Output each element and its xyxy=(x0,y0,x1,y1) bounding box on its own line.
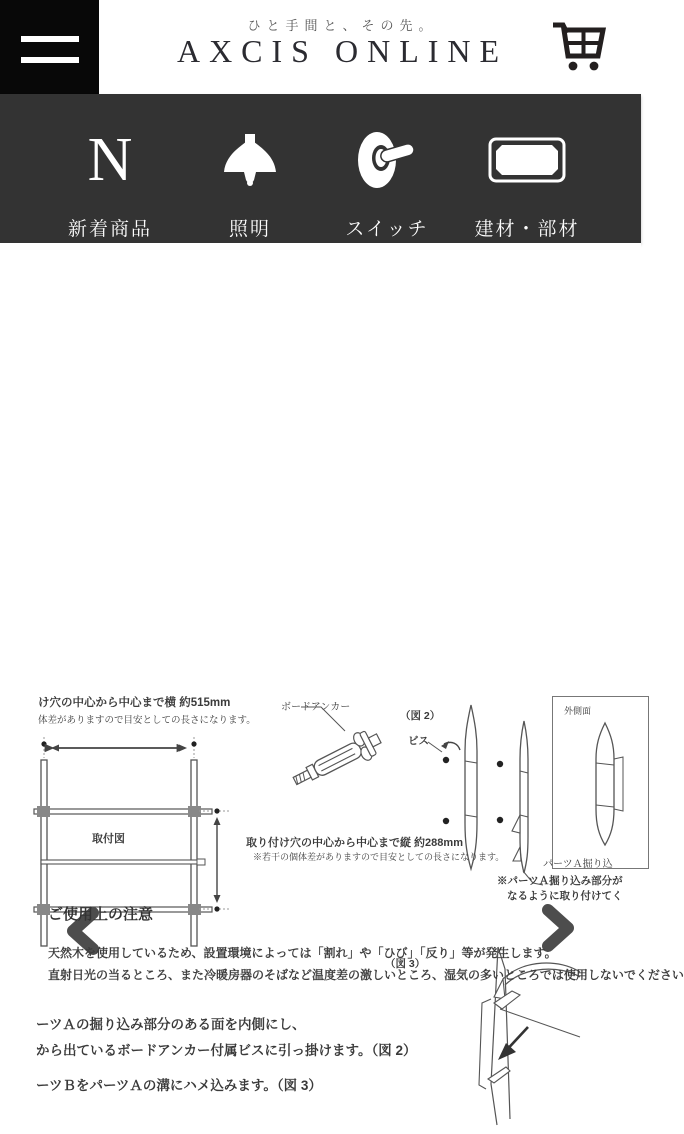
outer-face-part-drawing xyxy=(553,697,646,866)
new-arrivals-icon: N xyxy=(87,126,133,194)
nav-item-switch[interactable] xyxy=(327,112,447,242)
horizontal-dimension-note: 体差がありますので目安としての長さになります。 xyxy=(38,715,256,726)
switch-plate-icon xyxy=(467,120,587,200)
outer-face-box xyxy=(552,696,649,869)
nav-item-label: 照明 xyxy=(228,219,271,240)
usage-notice-heading: ご使用上の注意 xyxy=(48,906,154,923)
nav-item-label: 建材・部材 xyxy=(474,219,580,240)
switch-icon xyxy=(327,120,447,200)
category-nav xyxy=(0,94,641,243)
nav-item-label: スイッチ xyxy=(345,219,429,240)
screw-dots-right xyxy=(492,757,508,833)
instruction-line-2: から出ているボードアンカー付属ビスに引っ掛けます。（図 2） xyxy=(36,1043,417,1058)
outer-face-label: 外側面 xyxy=(564,706,592,716)
vertical-dimension-text: 取り付け穴の中心から中心まで縦 約288mm xyxy=(246,837,463,849)
instruction-line-1: ーツＡの掘り込み部分のある面を内側にし、 xyxy=(36,1017,306,1032)
usage-notice-line-2: 直射日光の当るところ、また冷暖房器のそばなど温度差の激しいところ、湿気の多いところでは使用しないでください xyxy=(48,968,684,982)
board-anchor-label: ボードアンカー xyxy=(281,702,351,713)
screw-label: ビス xyxy=(408,735,429,747)
header xyxy=(0,0,641,94)
lamp-icon xyxy=(190,120,310,200)
parts-a-note-line1: ※パーツＡ掘り込み部分が xyxy=(497,875,623,887)
brand[interactable] xyxy=(99,0,586,94)
menu-button[interactable] xyxy=(0,0,99,94)
figure2-label: （図 2） xyxy=(400,710,441,722)
figure3-label: （図 3） xyxy=(385,958,426,970)
usage-notice-line-1: 天然木を使用しているため、設置環境によっては「割れ」や「ひび」「反り」等が発生します。 xyxy=(48,946,557,960)
instruction-line-3: ーツＢをパーツＡの溝にハメ込みます。（図 3） xyxy=(36,1078,322,1093)
parts-a-note-line2: なるように取り付けてく xyxy=(507,890,623,902)
nav-item-building-materials[interactable] xyxy=(467,112,587,242)
site-title: AXCIS ONLINE xyxy=(176,33,509,69)
board-anchor-drawing xyxy=(283,705,403,797)
parts-a-groove-label: パーツＡ掘り込 xyxy=(543,859,613,870)
horizontal-dimension-text: け穴の中心から中心まで横 約515mm xyxy=(38,697,231,709)
brand-tagline: ひと手間と、その先。 xyxy=(247,18,438,33)
nav-item-lighting[interactable] xyxy=(190,112,310,242)
cart-icon xyxy=(549,18,607,74)
nav-item-new-arrivals[interactable] xyxy=(50,112,170,242)
cart-button[interactable] xyxy=(549,18,607,74)
screw-dots-left xyxy=(438,753,454,829)
nav-item-label: 新着商品 xyxy=(67,219,152,240)
part-a-side-view xyxy=(503,719,543,889)
mounting-diagram-label: 取付図 xyxy=(92,833,125,845)
vertical-dimension-note: ※若干の個体差がありますので目安としての長さになります。 xyxy=(253,852,505,862)
